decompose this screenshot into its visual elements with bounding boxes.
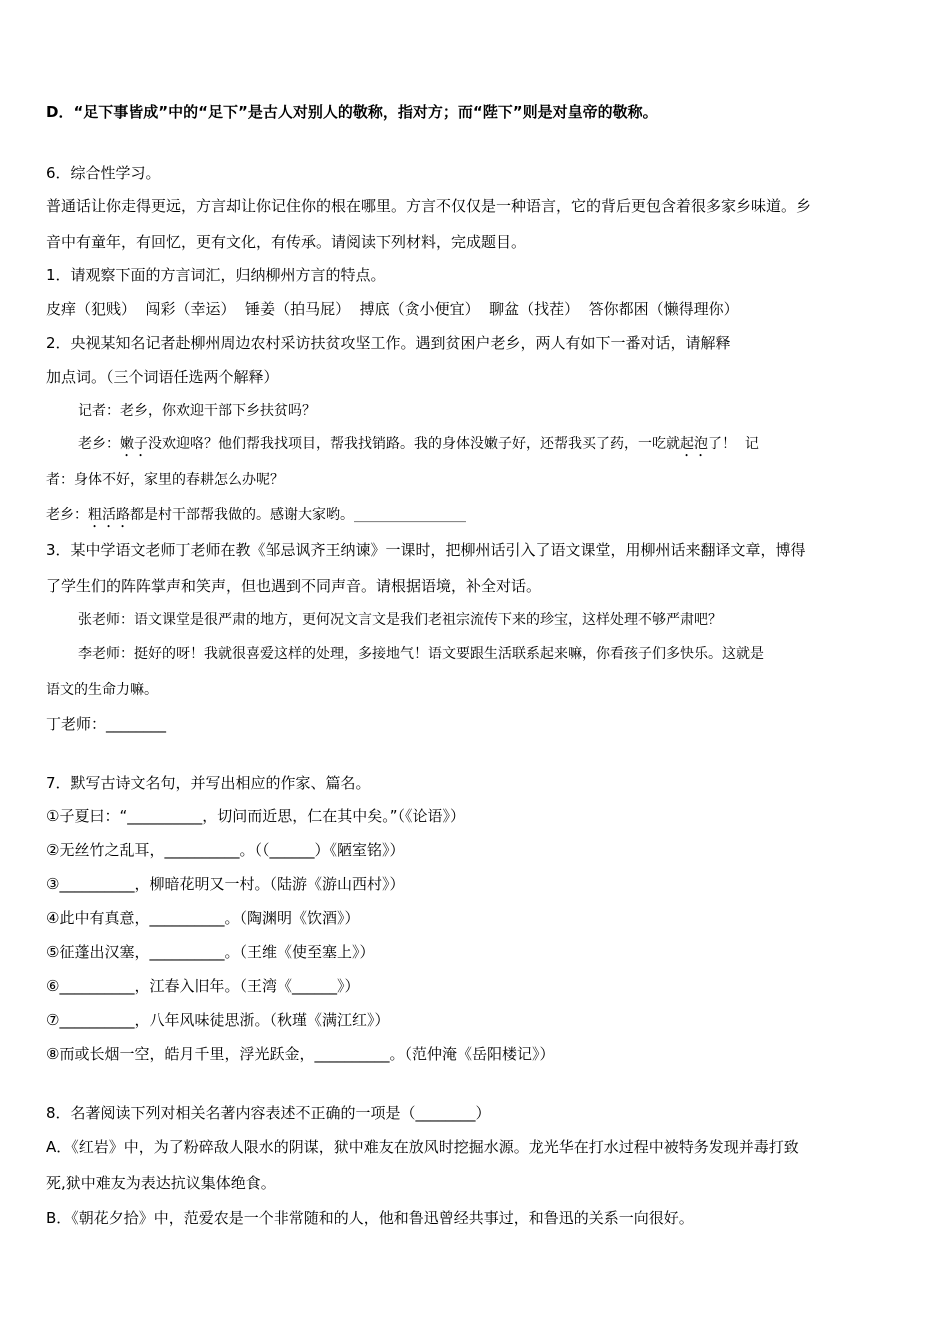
q6-sub3-prompt-line-1: 3．某中学语文老师丁老师在教《邹忌讽齐王纳谏》一课时，把柳州话引入了语文课堂，用柳州话来翻译文章，博得 (46, 541, 806, 559)
dotted-word-cuhuolu: 粗活路 (88, 507, 130, 523)
dialog-teacher-zhang: 张老师：语文课堂是很严肃的地方，更何况文言文是我们老祖宗流传下来的珍宝，这样处理不够严肃吧？ (78, 612, 722, 628)
q7-item: ③__________，柳暗花明又一村。（陆游《游山西村》） (46, 875, 405, 893)
dialog-villager-1 (78, 434, 759, 460)
q8-option-b: B．《朝花夕拾》中，范爱农是一个非常随和的人，他和鲁迅曾经共事过，和鲁迅的关系一向很好。 (46, 1209, 694, 1227)
q6-dialect-words: 皮痒（犯贱） 闯彩（幸运） 锤姜（拍马屁） 搏底（贪小便宜） 聊盆（找茬） 答你都困（懒得理你） (46, 300, 739, 318)
dialog-teacher-li-line-1: 李老师：挺好的呀！我就很喜爱这样的处理，多接地气！语文要跟生活联系起来嘛，你看孩子们多快乐。这就是 (78, 646, 764, 662)
dialog-text-end: 了！ 记 (708, 436, 759, 452)
dialog-reporter-2: 者：身体不好，家里的春耕怎么办呢？ (46, 472, 284, 488)
dialog-text-answer: 都是村干部帮我做的。感谢大家哟。________________ (130, 507, 466, 523)
q6-intro-line-2: 音中有童年，有回忆，更有文化，有传承。请阅读下列材料，完成题目。 (46, 233, 527, 251)
q7-title: 7．默写古诗文名句，并写出相应的作家、篇名。 (46, 774, 371, 792)
q6-intro-line-1: 普通话让你走得更远，方言却让你记住你的根在哪里。方言不仅仅是一种语言，它的背后更包含着很多家乡味道。乡 (46, 197, 812, 215)
option-d: D．“足下事皆成”中的“足下”是古人对别人的敬称，指对方；而“陛下”则是对皇帝的敬称。 (46, 103, 658, 121)
q7-item: ④此中有真意，__________。（陶渊明《饮酒》） (46, 909, 360, 927)
dialog-teacher-li-line-2: 语文的生命力嘛。 (46, 682, 158, 698)
q7-item: ①子夏曰：“__________，切问而近思，仁在其中矣。”（《论语》） (46, 807, 465, 825)
q6-sub1-prompt: 1．请观察下面的方言词汇，归纳柳州方言的特点。 (46, 266, 386, 284)
q7-item: ⑦__________，八年风味徒思浙。（秋瑾《满江红》） (46, 1011, 390, 1029)
dialog-teacher-ding: 丁老师：________ (46, 715, 167, 733)
q8-title: 8．名著阅读下列对相关名著内容表述不正确的一项是（________） (46, 1104, 491, 1122)
q6-sub2-prompt-line-2: 加点词。（三个词语任选两个解释） (46, 368, 279, 386)
q6-sub3-prompt-line-2: 了学生们的阵阵掌声和笑声，但也遇到不同声音。请根据语境，补全对话。 (46, 577, 542, 595)
dotted-word-nenzi: 嫩子 (120, 436, 148, 452)
q7-item: ⑧而或长烟一空，皓月千里，浮光跃金，__________。（范仲淹《岳阳楼记》） (46, 1045, 555, 1063)
dialog-reporter-1: 记者：老乡，你欢迎干部下乡扶贫吗？ (78, 403, 316, 419)
q8-option-a-line-2: 死,狱中难友为表达抗议集体绝食。 (46, 1174, 276, 1192)
q7-item: ⑥__________，江春入旧年。（王湾《______》） (46, 977, 360, 995)
dialog-text: 没欢迎咯？他们帮我找项目，帮我找销路。我的身体没嫩子好，还帮我买了药，一吃就 (148, 436, 680, 452)
q7-item: ②无丝竹之乱耳，__________。（（______）《陋室铭》） (46, 841, 405, 859)
dialog-speaker: 老乡： (46, 507, 88, 523)
q6-sub2-prompt-line-1: 2．央视某知名记者赴柳州周边农村采访扶贫攻坚工作。遇到贫困户老乡，两人有如下一番对话，请解释 (46, 334, 731, 352)
dialog-speaker: 老乡： (78, 436, 120, 452)
q7-item: ⑤征蓬出汉塞，__________。（王维《使至塞上》） (46, 943, 375, 961)
q6-title: 6．综合性学习。 (46, 164, 161, 182)
dialog-villager-2 (46, 505, 466, 531)
q8-option-a-line-1: A．《红岩》中，为了粉碎敌人限水的阴谋，狱中难友在放风时挖掘水源。龙光华在打水过程中被特务发现并毒打致 (46, 1138, 799, 1156)
dotted-word-qipao: 起泡 (680, 436, 708, 452)
